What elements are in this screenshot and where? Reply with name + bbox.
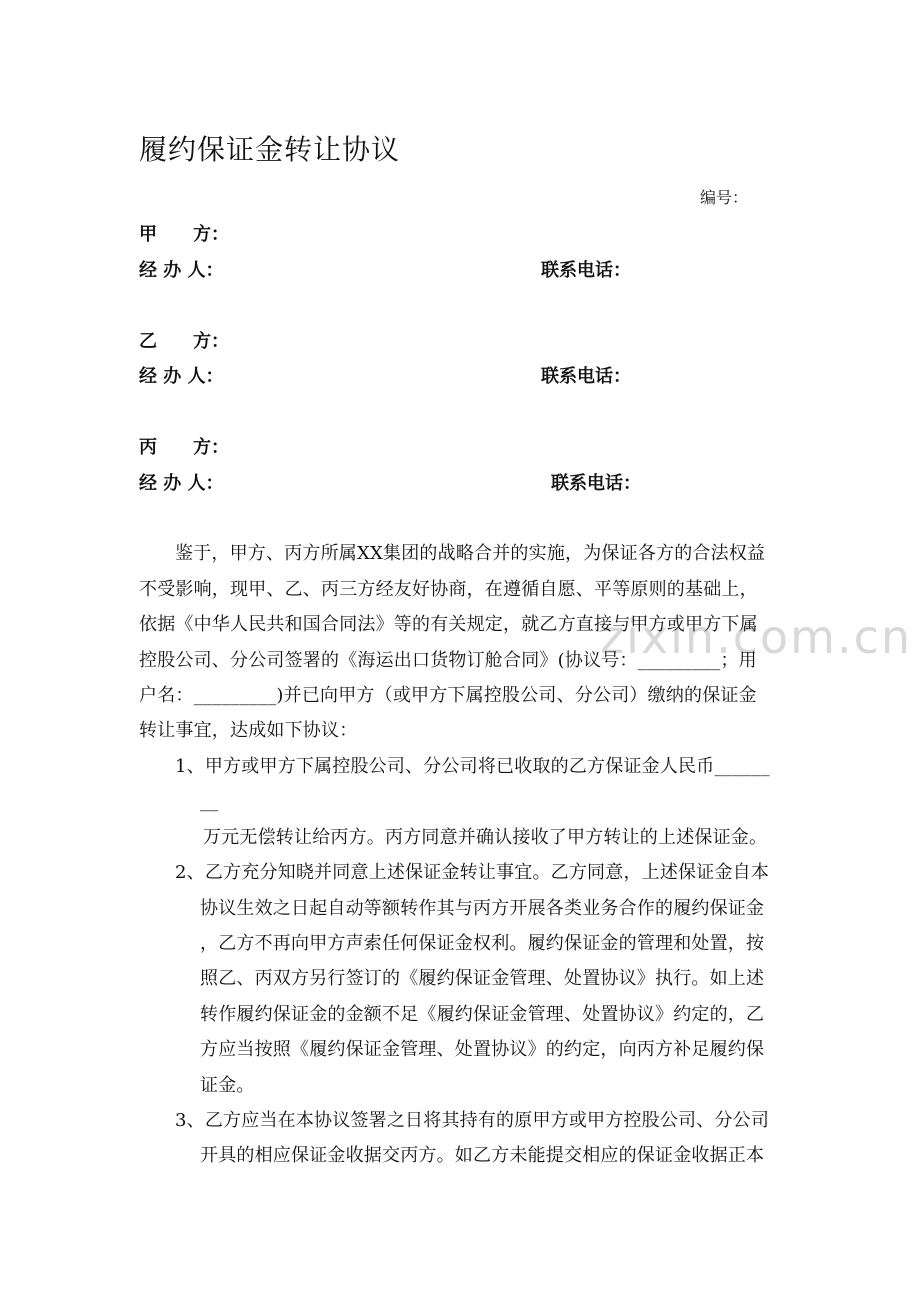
preamble-line: 转让事宜，达成如下协议： <box>139 720 358 741</box>
document-title: 履约保证金转让协议 <box>139 133 401 166</box>
party-b-phone-label: 联系电话： <box>541 366 631 387</box>
clause-3-line: 3、乙方应当在本协议签署之日将其持有的原甲方或甲方控股公司、分公司 <box>175 1110 770 1131</box>
clause-2-line: 转作履约保证金的金额不足《履约保证金管理、处置协议》约定的，乙 <box>200 1004 765 1025</box>
clause-1-line: 万元无偿转让给丙方。丙方同意并确认接收了甲方转让的上述保证金。 <box>203 827 768 848</box>
clause-3-line: 开具的相应保证金收据交丙方。如乙方未能提交相应的保证金收据正本 <box>200 1145 765 1166</box>
party-a-handler-label: 经 办 人： <box>139 260 224 281</box>
clause-2-line: 方应当按照《履约保证金管理、处置协议》的约定，向丙方补足履约保 <box>200 1039 765 1060</box>
clause-2-line: 协议生效之日起自动等额转作其与丙方开展各类业务合作的履约保证金 <box>200 898 765 919</box>
party-b-label: 乙 方： <box>139 331 229 352</box>
preamble-line: 户名：_________)并已向甲方（或甲方下属控股公司、分公司）缴纳的保证金 <box>139 685 757 706</box>
clause-2-line: 照乙、丙双方另行签订的《履约保证金管理、处置协议》执行。如上述 <box>200 968 765 989</box>
preamble-line: 鉴于，甲方、丙方所属XX集团的战略合并的实施，为保证各方的合法权益 <box>175 543 766 564</box>
party-c-label: 丙 方： <box>139 437 229 458</box>
clause-1-line: 1、甲方或甲方下属控股公司、分公司将已收取的乙方保证金人民币______ <box>175 756 770 777</box>
clause-1-line: __ <box>200 791 219 812</box>
preamble-line: 控股公司、分公司签署的《海运出口货物订舱合同》(协议号：_________；用 <box>139 650 757 671</box>
clause-2-line: 证金。 <box>200 1075 255 1096</box>
preamble-line: 依据《中华人民共和国合同法》等的有关规定，就乙方直接与甲方或甲方下属 <box>139 614 758 635</box>
preamble-line: 不受影响，现甲、乙、丙三方经友好协商，在遵循自愿、平等原则的基础上， <box>139 579 758 600</box>
party-b-handler-label: 经 办 人： <box>139 366 224 387</box>
watermark: zixin.com.cn <box>600 610 913 664</box>
clause-2-line: ，乙方不再向甲方声索任何保证金权利。履约保证金的管理和处置，按 <box>200 933 765 954</box>
document-number-label: 编号： <box>700 188 749 207</box>
party-c-handler-label: 经 办 人： <box>139 473 224 494</box>
party-a-label: 甲 方： <box>139 224 229 245</box>
party-c-phone-label: 联系电话： <box>551 473 641 494</box>
party-a-phone-label: 联系电话： <box>541 260 631 281</box>
clause-2-line: 2、乙方充分知晓并同意上述保证金转让事宜。乙方同意，上述保证金自本 <box>175 862 770 883</box>
